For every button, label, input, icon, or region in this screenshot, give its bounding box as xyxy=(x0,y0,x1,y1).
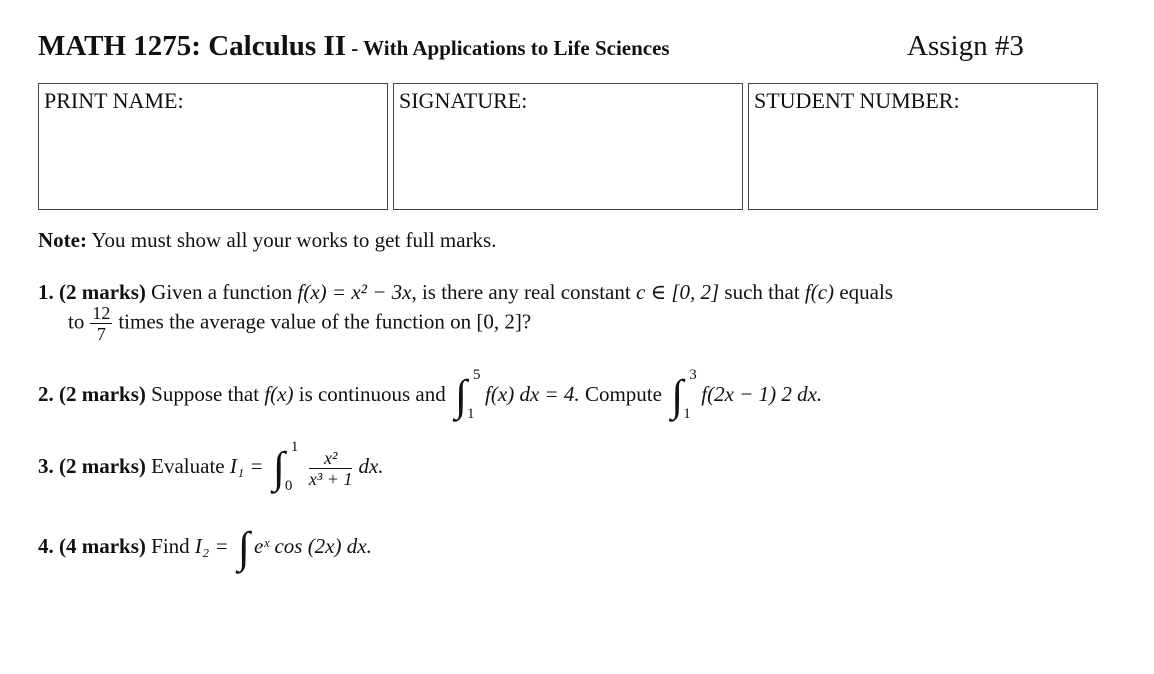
course-title: MATH 1275: Calculus II - With Applications to Life Sciences xyxy=(38,30,670,62)
integral-sign: ∫ xyxy=(237,523,250,572)
print-name-field[interactable] xyxy=(38,83,388,210)
question-2: 2. (2 marks) Suppose that f(x) is continuous and ∫ 5 1 f(x) dx = 4. Compute ∫ 3 1 f(2x − 1) 2 dx. xyxy=(38,367,823,422)
assignment-number: Assign #3 xyxy=(907,30,1024,62)
fraction: $\frac{12}{7}$ xyxy=(92,303,111,344)
integral-sign: ∫ 3 1 xyxy=(671,367,697,422)
question-1: 1. (2 marks) Given a function f(x) = x² − 3x, is there any real constant c ∈ [0, 2] such that f(c) equals xyxy=(38,280,893,304)
course-subtitle: - With Applications to Life Sciences xyxy=(346,36,670,60)
question-1-line-2: to $\frac{12}{7}$ times the average value of the function on [0, 2]? xyxy=(68,303,532,344)
field-label: SIGNATURE: xyxy=(399,88,528,113)
field-label: STUDENT NUMBER: xyxy=(754,88,960,113)
student-number-field[interactable] xyxy=(748,83,1098,210)
signature-field[interactable] xyxy=(393,83,743,210)
question-3: 3. (2 marks) Evaluate I₁ = ∫ 1 0 $\frac{\text{x²}}{\text{x³ + 1}}$ dx. xyxy=(38,439,384,494)
integral-sign: ∫ 5 1 xyxy=(454,367,481,422)
integral-sign: ∫ 1 0 xyxy=(272,439,299,494)
field-label: PRINT NAME: xyxy=(44,88,184,113)
note: Note: You must show all your works to get full marks. xyxy=(38,228,497,252)
fraction: $\frac{\text{x²}}{\text{x³ + 1}}$ xyxy=(308,447,353,489)
question-4: 4. (4 marks) Find I₂ = ∫ eˣ cos (2x) dx. xyxy=(38,523,372,572)
